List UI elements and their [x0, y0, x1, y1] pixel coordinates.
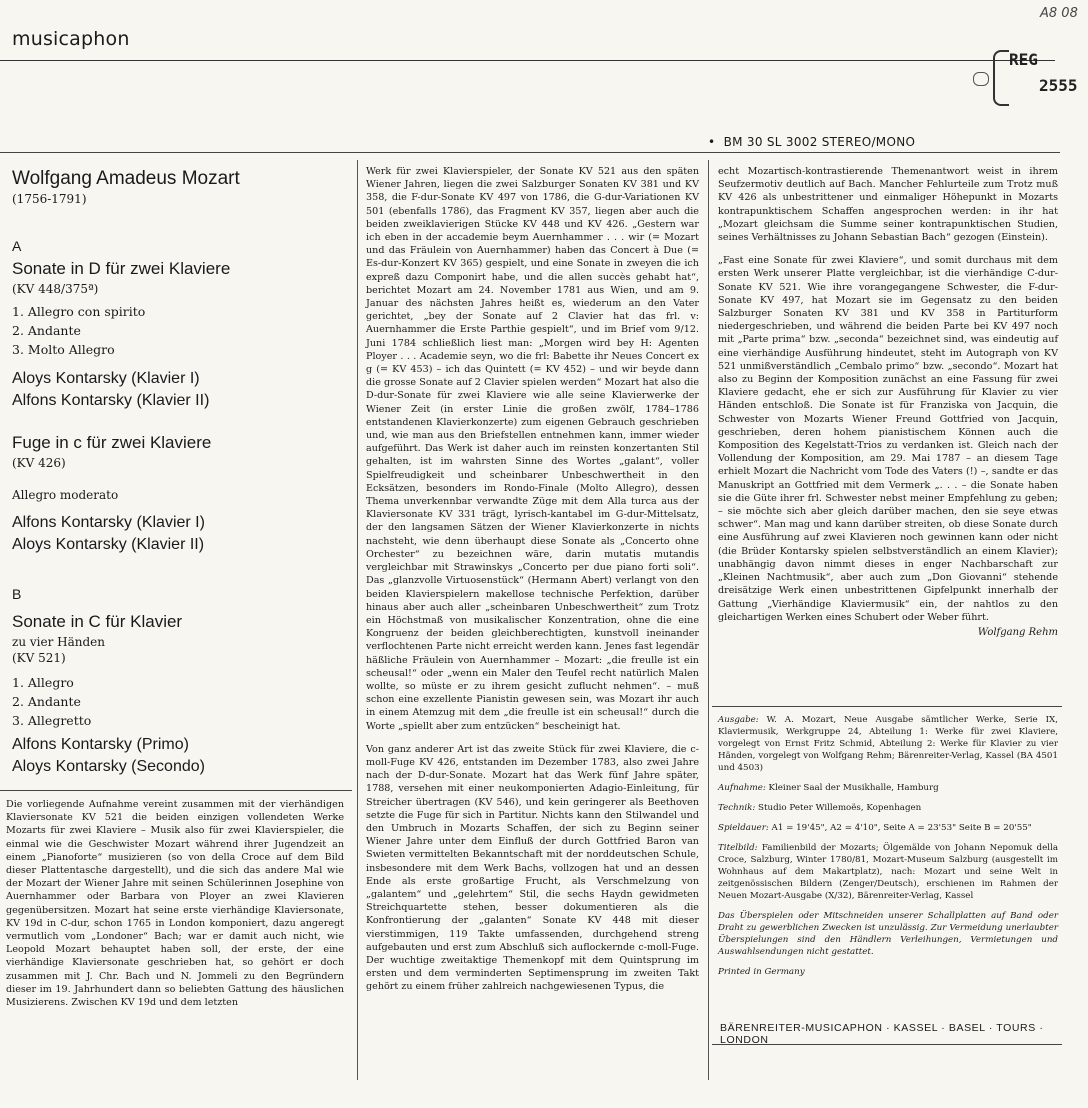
work3-movements	[12, 673, 91, 730]
stamp-bracket	[993, 50, 1009, 106]
note-duration	[718, 822, 1058, 834]
note-technique	[718, 802, 1058, 814]
note-recording	[718, 782, 1058, 794]
performer: Aloys Kontarsky (Klavier I)	[12, 370, 200, 387]
publisher-line: BÄRENREITER-MUSICAPHON · KASSEL · BASEL · TOURS · LONDON	[720, 1022, 1044, 1046]
movement: 2. Andante	[12, 323, 81, 338]
work3-subtitle: zu vier Händen	[12, 635, 105, 649]
column-divider-2	[708, 160, 709, 1080]
performer: Alfons Kontarsky (Klavier II)	[12, 392, 210, 409]
logo-text: musicaphon	[12, 28, 130, 50]
movement: 1. Allegro con spirito	[12, 304, 146, 319]
registration-stamp	[975, 46, 1085, 108]
performer: Alfons Kontarsky (Primo)	[12, 736, 189, 753]
performer: Aloys Kontarsky (Secondo)	[12, 758, 205, 775]
note-label: Spieldauer:	[718, 823, 769, 833]
note-label: Aufnahme:	[718, 783, 766, 793]
note-label: Technik:	[718, 803, 756, 813]
right-paragraph-1: echt Mozartisch-kontrastierende Themenantwort weist in ihrem Seufzermotiv deutlich auf Bach. Mancher Fehlurteile zum Trotz muß KV 426 als unbestrittener und einmaliger Höhepunkt in Mozarts kontrapunktischem Schaffen angesprochen werden: in ihr hat „Mozart gleichsam die Summe seiner kontrapunktischen Studien, seines Verhältnisses zu Johann Sebastian Bach“ gezogen (Einstein).	[718, 166, 1058, 244]
note-text: Studio Peter Willemoës, Kopenhagen	[755, 803, 922, 813]
composer-name: Wolfgang Amadeus Mozart	[12, 168, 240, 189]
work1-movements	[12, 302, 145, 359]
work3-performers	[12, 734, 205, 778]
note-text: A1 = 19'45", A2 = 4'10", Seite A = 23'53" Seite B = 20'55"	[768, 823, 1032, 833]
movement: 3. Molto Allegro	[12, 342, 115, 357]
bottom-rule	[712, 1044, 1062, 1045]
movement: 3. Allegretto	[12, 713, 92, 728]
copy-disclaimer: Das Überspielen oder Mitschneiden unserer Schallplatten auf Band oder Draht zu gewerblichen Zwecken ist unzulässig. Zur Vermeidung unerlaubter Überspielungen sind den Händlern Verleihungen, Vermietungen und Auswahlsendungen nicht gestattet.	[718, 911, 1058, 957]
credits-notes	[718, 714, 1058, 986]
printed-in: Printed in Germany	[718, 967, 805, 977]
work3-kv: (KV 521)	[12, 651, 66, 665]
right-column	[718, 165, 1058, 639]
work2-kv: (KV 426)	[12, 456, 66, 470]
movement: 2. Andante	[12, 694, 81, 709]
note-text: Familienbild der Mozarts; Ölgemälde von Johann Nepomuk della Croce, Salzburg, Winter 1780/81, Mozart-Museum Salzburg (ausgestellt im Wohnhaus auf dem Makartplatz), nach: Mozart und seine Welt in zeitgenössischen Bildern (Zenger/Deutsch), erschienen im Rahmen der Neuen Mozart-Ausgabe (X/32), Bärenreiter-Verlag, Kassel	[718, 843, 1058, 901]
middle-paragraph-2: Von ganz anderer Art ist das zweite Stück für zwei Klaviere, die c-moll-Fuge KV 426, entstanden im Dezember 1783, also zwei Jahre nach der D-dur-Sonate. Mozart hat das Werk fünf Jahre später, 1788, versehen mit einer neukomponierten Adagio-Einleitung, für Streicher übertragen (KV 546), und kein geringerer als Beethoven setzte die Fuge für sich in Partitur. Nichts kann den Stilwandel und den Umbruch in Mozarts Schaffen, der sich zu Beginn seiner Wiener Jahre unter dem Einfluß der durch Gottfried Baron van Swieten vermittelten Bekanntschaft mit der norddeutschen Schule, insbesondere mit dem Werk Bachs, vollzogen hat und an dessen Ende als erste großartige Frucht, als Verschmelzung von „galantem“ und „gelehrtem“ Stil, die sechs Haydn gewidmeten Streichquartette stehen, besser dokumentieren als die Konfrontierung der „galanten“ Sonate KV 448 mit dieser vierstimmigen, 119 Takte umfassenden, durchgehend streng aufgebauten und erst zum Abschluß sich auflockernde c-moll-Fuge. Der wuchtige zweitaktige Themenkopf mit dem Quintsprung im ersten und dem verminderten Septimensprung im zweiten Takt gehört zu einem früher zahlreich nachgewiesenen Typus, die	[366, 743, 699, 993]
composer-dates: (1756-1791)	[12, 192, 87, 206]
right-paragraph-2: „Fast eine Sonate für zwei Klaviere“, und somit durchaus mit dem ersten Werk unserer Platte vergleichbar, ist die vierhändige C-dur-Sonate KV 521. Wie ihre vorangegangene Schwester, die F-dur-Sonate KV 497, hat Mozart sie im Gegensatz zu den beiden Salzburger Sonaten KV 381 und KV 358 in Partiturform niedergeschrieben, und während die beiden Parte bei KV 497 noch mit „Parte prima“ bzw. „seconda“ bezeichnet sind, was eindeutig auf eine vierhändige Ausführung hindeutet, steht im Autograph von KV 521 unmißverständlich „Cembalo primo“ bzw. „secondo“. Mozart hat also zu Beginn der Komposition zunächst an eine Fassung für zwei Klaviere gedacht, ehe er sich zur Ausführung für Klavier zu vier Händen entschloß. Die Sonate ist für Franziska von Jacquin, die Schwester von Mozarts Wiener Freund Gottfried von Jacquin, geschrieben, deren hohem pianistischem Können auch die Komposition des Kegelstatt-Trios zu verdanken ist. Gleich nach der Vollendung der Komposition, am 29. Mai 1787 – an diesem Tage erhielt Mozart die Nachricht vom Tode des Vaters (!) –, sandte er das Manuskript an Gottfried mit dem Vermerk „. . . – die Sonate haben sie die Güte ihrer frl. Schwester nebst meiner Empfehlung zu geben; – sie möchte sich aber gleich darüber machen, den sie seye etwas schwer“. Man mag und kann darüber streiten, ob diese Sonate durch eine Ausführung auf zwei Klavieren noch gewinnen kann oder nicht (die Brüder Kontarsky spielen selbstverständlich an einem Klavier); unabhängig davon nimmt dieses in enger Nachbarschaft zur „Kleinen Nachtmusik“, aber auch zum „Don Giovanni“ stehende dreisätzige Werk einen unbestrittenen Gipfelpunkt innerhalb der Gattung „Vierhändige Klaviermusik“ ein, der nahtlos zu den gleichartigen Werken eines Schubert oder Weber führt.	[718, 255, 1058, 623]
note-cover	[718, 842, 1058, 902]
work1-kv: (KV 448/375ª)	[12, 282, 99, 296]
performer: Alfons Kontarsky (Klavier I)	[12, 514, 205, 531]
catalog-number: • BM 30 SL 3002 STEREO/MONO	[708, 135, 916, 149]
note-label: Titelbild:	[718, 843, 758, 853]
catalog-number-text: BM 30 SL 3002 STEREO/MONO	[723, 135, 916, 149]
work3-title: Sonate in C für Klavier	[12, 612, 183, 631]
work2-title: Fuge in c für zwei Klaviere	[12, 433, 212, 452]
intro-column	[6, 798, 344, 1019]
middle-column	[366, 165, 699, 1004]
author-signature: Wolfgang Rehm	[977, 626, 1058, 638]
middle-paragraph-1: Werk für zwei Klavierspieler, der Sonate KV 521 aus den späten Wiener Jahren, liegen die zwei Salzburger Sonaten KV 381 und KV 358, die F-dur-Sonate KV 497 von 1786, die G-dur-Variationen KV 501 (ebenfalls 1786), das Fragment KV 357, liegen aber auch die beiden zweiklavierigen Stücke KV 448 und KV 426. „Gestern war ich eben in der accademie beym Auernhammer . . . wir (= Mozart und das Fräulein von Auernhammer) haben das Concert à Due (= Es-dur-Konzert KV 365) gespielt, und eine Sonate in zweyen die ich expreß dazu Componirt habe, und die allen succès gehabt hat“, berichtet Mozart am 24. November 1781 aus Wien, und am 9. Januar des nächsten Jahres heißt es, wiederum an den Vater gerichtet, „bey der Sonate auf 2 Clavier hat das frl. v: Auernhammer die Erste Parthie gespielt“, und im Brief vom 9/12. Juni 1784 schließlich liest man: „Morgen wird bey H: Agenten Ployer . . . Academie seyn, wo die frl: Babette ihr Neues Concert ex g (= KV 453) – ich das Quintett (= KV 452) – und wir beyde dann die grosse Sonate auf 2 Clavier spielen werden“ Mozart hat also die D-dur-Sonate für zwei Klaviere wie alle seine Klavierwerke der Wiener Zeit (in erster Linie die großen zwölf, 1784–1786 entstandenen Klavierkonzerte) zum eigenen Gebrauch geschrieben und, wie man aus den Briefstellen entnehmen kann, immer wieder aufgeführt. Das Werk ist daher auch im reinsten konzertanten Stil gehalten, ist im wahrsten Sinne des Wortes „galant“, voller Spielfreudigkeit und scheinbarer Unbeschwertheit in den Ecksätzen, besonders im Rondo-Finale (Molto Allegro), dessen Thema unverkennbar verwandte Züge mit dem Alla turca aus der Klaviersonate KV 331 trägt, lyrisch-kantabel im G-dur-Mittelsatz, der den langsamen Sätzen der Wiener Klavierkonzerte in nichts nachsteht, wie denn überhaupt diese Sonate als „Concerto ohne Orchester“ zu bezeichnen wäre, darin mutatis mutandis vergleichbar mit Strawinskys „Concerto per due piano forti soli“. Das „glanzvolle Virtuosenstück“ (Hermann Abert) verlangt von den beiden Klavierspielern makellose technische Perfektion, darüber hinaus aber auch aller „scheinbaren Unbeschwertheit“ zum Trotz ein Höchstmaß von musikalischer Konzentration, ohne die eine Kongruenz der beiden gleichberechtigten, kunstvoll ineinander verflochtenen Parte nicht erreicht werden kann. Jenes fast legendär häßliche Fräulein von Auernhammer – Mozart: „die freulle ist ein scheusal!“ oder „wenn ein Maler den Teufel recht natürlich Malen wollte, so müste er zu ihrem gesicht zuflucht nehmen“. – muß schon eine exzellente Pianistin gewesen sein, was Mozart ihr auch in einem Atemzug mit dem „die freulle ist ein scheusal!“ durch die Worte „spiellt aber zum entzücken“ bescheinigt hat.	[366, 166, 699, 732]
stamp-mark	[973, 72, 989, 86]
notes-divider	[712, 706, 1062, 707]
intro-paragraph: Die vorliegende Aufnahme vereint zusammen mit der vierhändigen Klaviersonate KV 521 die beiden einzigen vollendeten Werke Mozarts für zwei Klaviere – Musik also für zwei Klavierspieler, die einmal wie die Geschwister Mozart während ihrer Jugendzeit an einem „Pianoforte“ musizieren (so von della Croce auf dem Bild dieser Plattentasche dargestellt), und die sich das andere Mal wie der Mozart der Wiener Jahre mit seinen Schülerinnen Josephine von Auernhammer oder Barbara von Ployer an zwei Klavieren gegenübersitzen. Mozart hat seine erste vierhändige Klaviersonate, KV 19d in C-dur, schon 1765 in London komponiert, dazu angeregt vermutlich vom „Londoner“ Bach; war er damit auch nicht, wie Leopold Mozart behauptet haben soll, der erste, der eine vierhändige Klaviersonate geschrieben hat, so gehört er doch zusammen mit J. Chr. Bach und N. Jommeli zu den Begründern dieser im 19. Jahrhundert dann so beliebten Gattung des häuslichen Musizierens. Zwischen KV 19d und dem letzten	[6, 799, 344, 1009]
side-a-label: A	[12, 238, 22, 254]
note-text: W. A. Mozart, Neue Ausgabe sämtlicher Werke, Serie IX, Klaviermusik, Werkgruppe 24, Abteilung 1: Werke für zwei Klaviere, vorgelegt von Ernst Fritz Schmid, Abteilung 2: Werke für Klavier zu vier Händen, vorgelegt von Wolfgang Rehm; Bärenreiter-Verlag, Kassel (BA 4501 und 4503)	[718, 715, 1058, 773]
movement: 1. Allegro	[12, 675, 74, 690]
work2-performers	[12, 512, 205, 556]
note-label: Ausgabe:	[718, 715, 759, 725]
performer: Aloys Kontarsky (Klavier II)	[12, 536, 205, 553]
work2-tempo: Allegro moderato	[12, 488, 119, 502]
work1-performers	[12, 368, 209, 412]
note-edition	[718, 714, 1058, 774]
top-rule	[0, 60, 1055, 61]
column-divider-1	[357, 160, 358, 1080]
side-b-label: B	[12, 586, 22, 602]
stamp-reg: REG	[1009, 50, 1038, 69]
musicaphon-logo	[12, 28, 130, 50]
left-divider	[0, 790, 352, 791]
handwritten-note: A8 08	[1040, 6, 1078, 21]
stamp-number: 2555	[1039, 76, 1078, 95]
work1-title: Sonate in D für zwei Klaviere	[12, 259, 231, 278]
note-text: Kleiner Saal der Musikhalle, Hamburg	[765, 783, 939, 793]
header-rule	[0, 152, 1060, 153]
